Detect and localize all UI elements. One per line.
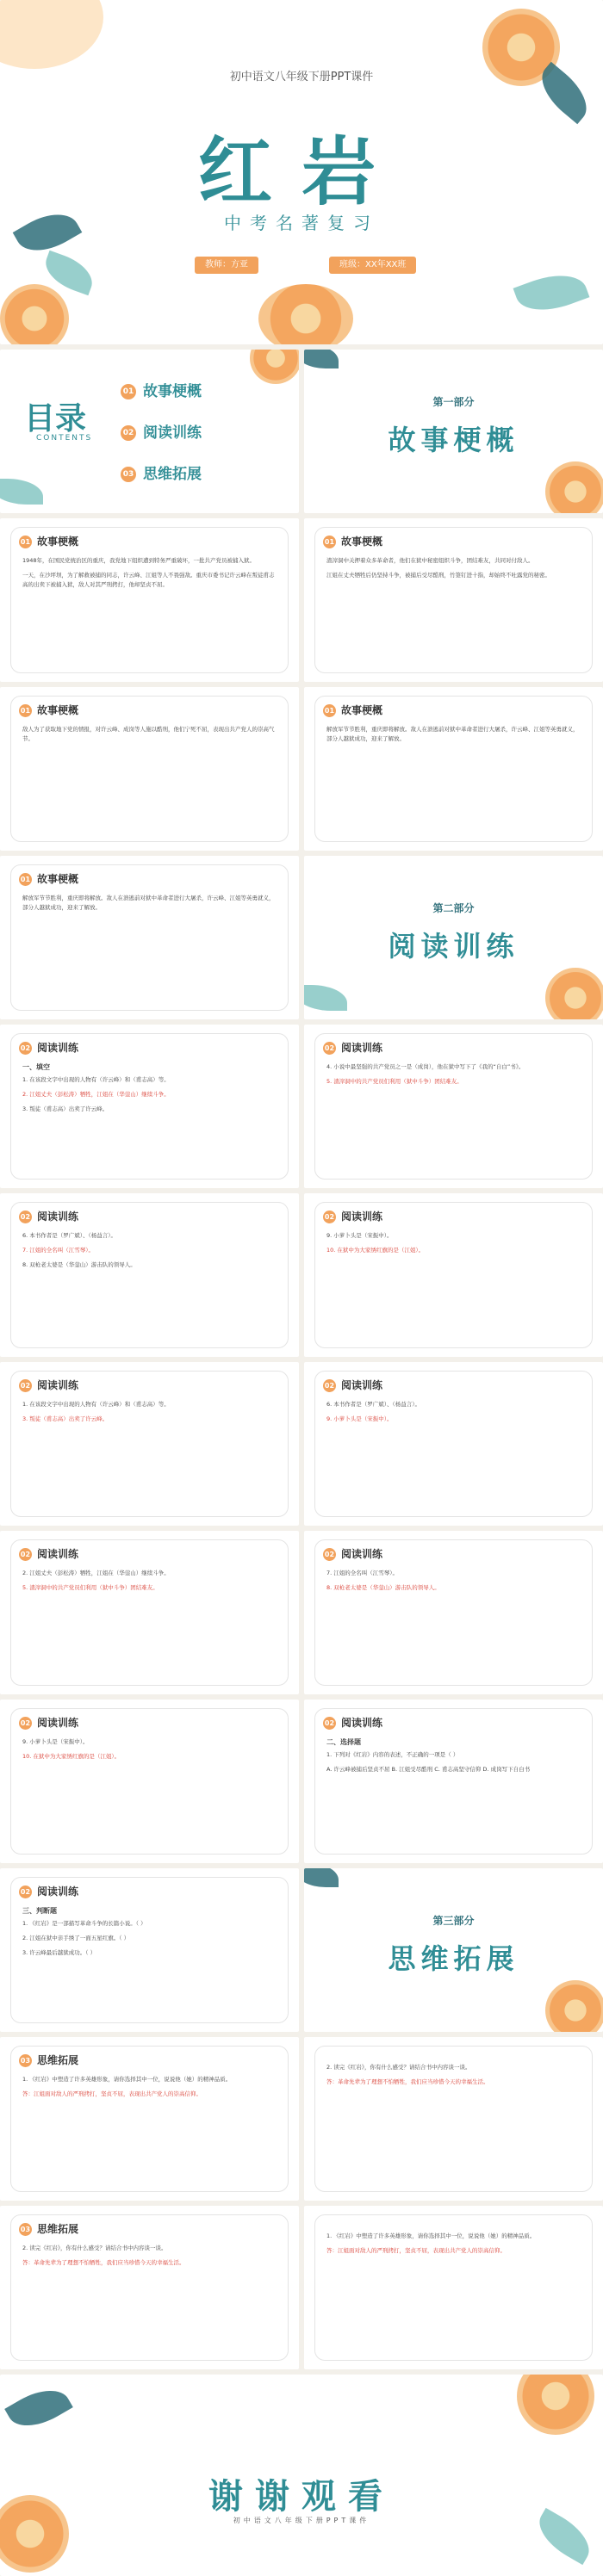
slide-header: 02 阅读训练	[20, 1548, 79, 1560]
training-slide-8	[304, 1531, 603, 1694]
toc-slide	[0, 350, 299, 513]
cover-subtitle: 初中语文八年级下册PPT课件	[229, 71, 374, 84]
cover-tagline: 中考名著复习	[224, 213, 379, 233]
slide-header: 01 故事梗概	[324, 536, 383, 548]
slide-body: 2. 读完《红岩》，你有什么感受？请结合书中内容谈一谈。 答：革命先辈为了理想不怕牺牲，我们应当珍惜今天的幸福生活。	[22, 2245, 185, 2266]
section-1-slide	[304, 350, 603, 513]
slide-body: 敌人为了获取地下党的情报，对许云峰、成岗等人施以酷刑，他们宁死不屈，表现出共产党人的崇高气节。	[22, 726, 275, 742]
think-slide-4	[304, 2206, 603, 2369]
slide-header: 02 阅读训练	[20, 1042, 79, 1054]
teacher-badge: 教师：方亚	[195, 257, 258, 274]
slide-body: 1948年，在国民党统治区的重庆，我党地下组织遭到特务严重破坏，一批共产党员被捕入狱。 一天，在沙坪坝，为了解救被捕的同志，许云峰、江姐等人不畏强敌。重庆市委书记许云峰在叛徒甫志高的出卖下被捕入狱，敌人对其严刑拷打，他却坚贞不屈。	[22, 557, 275, 588]
slide-body: 4. 小说中最坚强的共产党员之一是（成岗），他在狱中写下了《我的“自白”书》。 5. 渣滓洞中的共产党员们利用（狱中斗争）团结难友。	[326, 1063, 525, 1085]
flower-decoration	[258, 284, 353, 344]
flower-decoration	[545, 1980, 603, 2032]
training-slide-6	[304, 1362, 603, 1526]
story-slide-4	[304, 687, 603, 851]
toc-subtitle: CONTENTS	[36, 434, 93, 443]
choice-slide	[304, 1700, 603, 1863]
section-title: 思维拓展	[388, 1942, 519, 1975]
section-title: 阅读训练	[388, 930, 519, 963]
training-slide-3	[0, 1193, 299, 1357]
section-part: 第一部分	[432, 396, 475, 408]
judge-slide	[0, 1868, 299, 2032]
grade-badge: 班级：XX年XX班	[329, 257, 416, 274]
slide-header: 01 故事梗概	[20, 873, 79, 885]
story-slide-2	[304, 518, 603, 682]
thanks-title: 谢谢观看	[208, 2477, 395, 2517]
slide-body: 2. 读完《红岩》，你有什么感受？请结合书中内容谈一谈。 答：革命先辈为了理想不怕牺牲，我们应当珍惜今天的幸福生活。	[326, 2064, 489, 2085]
section-3-slide	[304, 1868, 603, 2032]
slide-header: 01 故事梗概	[20, 704, 79, 716]
think-slide-3	[0, 2206, 299, 2369]
decor-blob	[0, 0, 103, 69]
story-slide-5	[0, 856, 299, 1019]
toc-title: 目录	[24, 401, 87, 437]
slide-header: 02 阅读训练	[20, 1379, 79, 1391]
flower-decoration	[0, 284, 69, 344]
slide-header: 02 阅读训练	[20, 1886, 79, 1898]
cover-title: 红岩	[198, 129, 405, 215]
section-part: 第三部分	[432, 1915, 475, 1927]
slide-header: 02 阅读训练	[324, 1042, 383, 1054]
slide-header: 01 故事梗概	[20, 536, 79, 548]
story-slide-3	[0, 687, 299, 851]
thanks-subtitle: 初中语文八年级下册PPT课件	[233, 2517, 370, 2524]
slide-body: 一、填空 1. 在该段文字中出现的人物有（许云峰）和（甫志高）等。 2. 江姐丈夫（彭松涛）牺牲，江姐在（华蓥山）继续斗争。 3. 叛徒（甫志高）出卖了许云峰。	[22, 1063, 170, 1112]
leaf-decoration	[513, 265, 590, 321]
flower-decoration	[545, 968, 603, 1019]
flower-decoration	[545, 461, 603, 513]
toc-item-3[interactable]: 03 思维拓展	[121, 461, 202, 483]
training-slide-7	[0, 1531, 299, 1694]
cover-slide	[0, 0, 603, 344]
toc-item-2[interactable]: 02 阅读训练	[121, 420, 202, 442]
slide-header: 02 阅读训练	[20, 1211, 79, 1223]
section-part: 第二部分	[432, 902, 475, 914]
slide-body: 解放军节节胜利，重庆即将解放。敌人在溃逃前对狱中革命者进行大屠杀，许云峰、江姐等英勇就义，部分人越狱成功，迎来了解放。	[326, 726, 579, 742]
flower-decoration	[517, 2375, 594, 2435]
section-2-slide	[304, 856, 603, 1019]
leaf-decoration	[304, 350, 339, 368]
slide-body: 7. 江姐的全名叫（江雪琴）。 8. 双枪老太婆是（华蓥山）游击队的领导人。	[326, 1570, 440, 1591]
flower-decoration	[250, 350, 299, 384]
training-slide-1	[0, 1025, 299, 1188]
slide-header: 02 阅读训练	[20, 1717, 79, 1729]
slide-body: 2. 江姐丈夫（彭松涛）牺牲，江姐在（华蓥山）继续斗争。 5. 渣滓洞中的共产党员们利用（狱中斗争）团结难友。	[22, 1570, 170, 1591]
training-slide-2	[304, 1025, 603, 1188]
slide-body: 6. 本书作者是（罗广斌）、（杨益言）。 7. 江姐的全名叫（江雪琴）。 8. 双枪老太婆是（华蓥山）游击队的领导人。	[22, 1232, 136, 1268]
slide-body: 6. 本书作者是（罗广斌）、（杨益言）。 9. 小萝卜头是（宋振中）。	[326, 1401, 421, 1422]
think-slide-2	[304, 2037, 603, 2201]
training-slide-5	[0, 1362, 299, 1526]
leaf-decoration	[0, 479, 43, 505]
think-slide-1	[0, 2037, 299, 2201]
slide-body: 渣滓洞中关押着众多革命者，他们在狱中秘密组织斗争，团结难友，共同对付敌人。 江姐在丈夫牺牲后仍坚持斗争，被捕后受尽酷刑，竹签钉进十指，却始终不吐露党的秘密。	[326, 557, 550, 579]
slide-body: 1. 在该段文字中出现的人物有（许云峰）和（甫志高）等。 3. 叛徒（甫志高）出卖了许云峰。	[22, 1401, 170, 1422]
slide-body: 1. 《红岩》中塑造了许多英雄形象，请你选择其中一位，说说他（她）的精神品质。 答：江姐面对敌人的严刑拷打，坚贞不屈，表现出共产党人的崇高信仰。	[326, 2232, 536, 2254]
slide-header: 01 故事梗概	[324, 704, 383, 716]
slide-body: 解放军节节胜利，重庆即将解放。敌人在溃逃前对狱中革命者进行大屠杀，许云峰、江姐等英勇就义，部分人越狱成功，迎来了解放。	[22, 895, 275, 911]
leaf-decoration	[304, 985, 347, 1011]
slide-header: 03 思维拓展	[20, 2054, 79, 2066]
slide-body: 1. 《红岩》中塑造了许多英雄形象，请你选择其中一位，说说他（她）的精神品质。 答：江姐面对敌人的严刑拷打，坚贞不屈，表现出共产党人的崇高信仰。	[22, 2076, 232, 2097]
slide-body: 二、选择题 1. 下列对《红岩》内容的表述，不正确的一项是（ ） A. 许云峰被捕后坚贞不屈 B. 江姐受尽酷刑 C. 甫志高坚守信仰 D. 成岗写下自白书	[326, 1738, 531, 1773]
slide-body: 9. 小萝卜头是（宋振中）。 10. 在狱中为大家绣红旗的是（江姐）。	[22, 1738, 121, 1760]
toc-item-1[interactable]: 01 故事梗概	[121, 379, 202, 400]
slide-body: 9. 小萝卜头是（宋振中）。 10. 在狱中为大家绣红旗的是（江姐）。	[326, 1232, 425, 1254]
slide-header: 02 阅读训练	[324, 1548, 383, 1560]
slide-header: 02 阅读训练	[324, 1717, 383, 1729]
section-title: 故事梗概	[388, 424, 519, 456]
leaf-decoration	[304, 1868, 339, 1887]
training-slide-4	[304, 1193, 603, 1357]
leaf-decoration	[4, 2379, 73, 2437]
slide-header: 02 阅读训练	[324, 1211, 383, 1223]
training-slide-9	[0, 1700, 299, 1863]
slide-header: 03 思维拓展	[20, 2223, 79, 2235]
story-slide-1	[0, 518, 299, 682]
slide-header: 02 阅读训练	[324, 1379, 383, 1391]
slide-body: 三、判断题 1. 《红岩》是一部描写革命斗争的长篇小说。（ ） 2. 江姐在狱中亲手绣了一面五星红旗。（ ） 3. 许云峰最后越狱成功。（ ）	[22, 1907, 146, 1956]
